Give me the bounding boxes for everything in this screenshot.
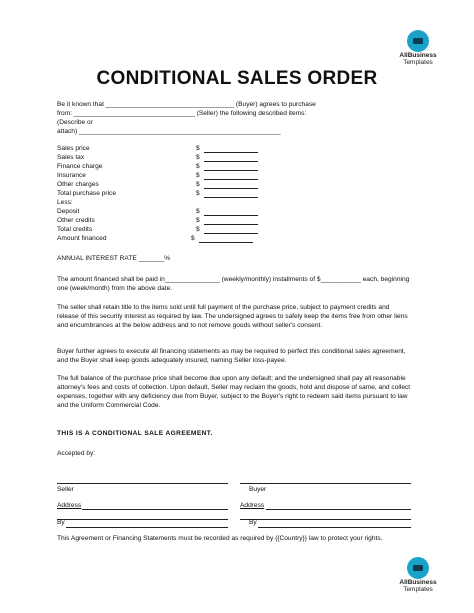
item-label: Total purchase price: [57, 190, 117, 197]
item-label: Sales price: [57, 145, 90, 152]
document-title: CONDITIONAL SALES ORDER: [96, 68, 378, 89]
allbusiness-logo-bottom: [388, 557, 448, 593]
currency-sign: $: [196, 217, 200, 224]
seller-address-line: [82, 509, 228, 510]
seller-by-label: By: [57, 519, 65, 526]
buyer-address-line: [266, 509, 411, 510]
item-label: Insurance: [57, 172, 86, 179]
logo-sub: Templates: [403, 59, 433, 66]
buyer-label: Buyer: [249, 486, 267, 493]
amount-line: [204, 161, 258, 162]
logo-brand: AllBusiness: [399, 52, 437, 59]
buyer-by-line: [258, 527, 411, 528]
currency-sign: $: [196, 145, 200, 152]
item-label: Deposit: [57, 208, 80, 215]
amount-line: [204, 233, 258, 234]
amount-line: [204, 179, 258, 180]
intro-line-1: Be it known that ___________________________________ (Buyer) agrees to purchase: [57, 101, 316, 108]
default-clause: The full balance of the purchase price shall become due upon any default; and the undersigned shall pay all reasonable attorney's fees and costs of collection. Upon default, Seller may reclaim the goods, hold and dispose of same, and collect expenses, together with any deficiency due from Buyer, subject to the Buyer's right to redeem said items pursuant to law and the Uniform Commercial Code.: [57, 375, 411, 409]
laptop-icon: [407, 30, 429, 52]
item-label: Amount financed: [57, 235, 107, 242]
seller-address-label: Address: [57, 502, 82, 509]
intro-line-2: from: _________________________________ (Seller) the following described items:: [57, 110, 307, 117]
currency-sign: $: [196, 208, 200, 215]
amount-line: [204, 215, 258, 216]
item-label: Less:: [57, 199, 73, 206]
seller-address-line-2: [57, 519, 228, 520]
financing-clause: Buyer further agrees to execute all financing statements as may be required to perfect this conditional sales agreement, and the Buyer shall keep goods adequately insured, naming Seller loss-payee.: [57, 348, 406, 364]
laptop-icon: [407, 557, 429, 579]
currency-sign: $: [191, 235, 195, 242]
amount-line: [204, 188, 258, 189]
seller-label: Seller: [57, 486, 74, 493]
allbusiness-logo-top: [388, 30, 448, 66]
seller-signature-line: [57, 483, 228, 484]
recording-notice: This Agreement or Financing Statements must be recorded as required by {{Country}} law to protect your rights.: [57, 535, 383, 542]
title-retention-clause: The seller shall retain title to the items sold until full payment of the purchase price, subject to payment credits and release of this security interest as required by law. The undersigned agrees to safely keep the items free from other liens and encumbrances at the below address and to not remove goods without seller's consent.: [57, 304, 408, 329]
item-label: Sales tax: [57, 154, 85, 161]
buyer-address-line-2: [240, 519, 411, 520]
currency-sign: $: [196, 181, 200, 188]
currency-sign: $: [196, 226, 200, 233]
seller-by-line: [66, 527, 228, 528]
accepted-by-label: Accepted by:: [57, 450, 96, 457]
logo-brand: AllBusiness: [399, 579, 437, 586]
currency-sign: $: [196, 163, 200, 170]
buyer-by-label: By: [249, 519, 257, 526]
payment-terms: The amount financed shall be paid in_______________ (weekly/monthly) installments of $___________ each, beginning one (week/month) from the above date.: [57, 276, 410, 292]
item-label: Other credits: [57, 217, 95, 224]
buyer-signature-line: [240, 483, 411, 484]
interest-rate: ANNUAL INTEREST RATE _______%: [57, 255, 171, 262]
intro-line-4: attach) _______________________________________________________: [57, 128, 281, 135]
item-label: Other charges: [57, 181, 99, 188]
item-label: Finance charge: [57, 163, 103, 170]
currency-sign: $: [196, 154, 200, 161]
item-label: Total credits: [57, 226, 93, 233]
buyer-address-label: Address: [240, 502, 265, 509]
currency-sign: $: [196, 190, 200, 197]
conditional-sale-statement: THIS IS A CONDITIONAL SALE AGREEMENT.: [57, 430, 213, 437]
currency-sign: $: [196, 172, 200, 179]
amount-line: [204, 224, 258, 225]
amount-line: [204, 152, 258, 153]
intro-line-3: (Describe or: [57, 119, 93, 126]
amount-line: [204, 197, 258, 198]
amount-line: [204, 170, 258, 171]
logo-sub: Templates: [403, 586, 433, 593]
amount-line: [199, 242, 253, 243]
